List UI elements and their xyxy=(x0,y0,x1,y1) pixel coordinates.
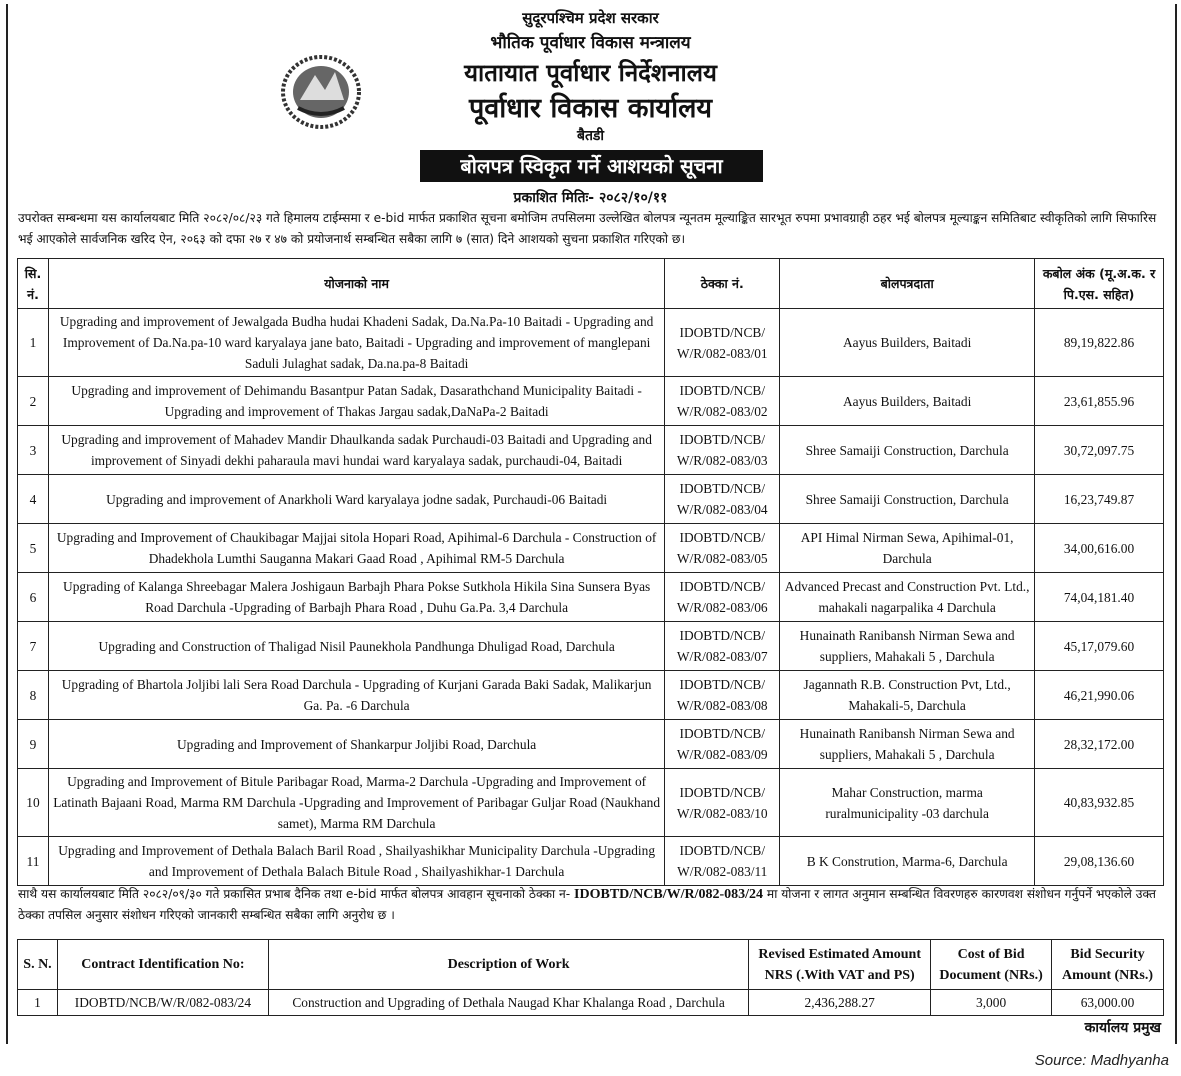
table-row xyxy=(18,573,1164,622)
cell-sn: 10 xyxy=(18,769,49,837)
cell-project-name: Upgrading and improvement of Anarkholi Ward karyalaya jodne sadak, Purchaudi-06 Baitadi xyxy=(48,475,664,524)
cell-sn: 1 xyxy=(18,990,58,1016)
cell-bidder: Advanced Precast and Construction Pvt. Ltd., mahakali nagarpalika 4 Darchula xyxy=(780,573,1035,622)
govt-name: सुदूरपश्चिम प्रदेश सरकार xyxy=(522,9,659,27)
cell-bid-amount: 30,72,097.75 xyxy=(1035,426,1164,475)
cell-contract-no: IDOBTD/NCB/ W/R/082-083/03 xyxy=(665,426,780,475)
cell-bidder: Hunainath Ranibansh Nirman Sewa and suppliers, Mahakali 5 , Darchula xyxy=(780,622,1035,671)
table-header-row xyxy=(18,259,1164,309)
cell-description: Construction and Upgrading of Dethala Naugad Khar Khalanga Road , Darchula xyxy=(268,990,748,1016)
cell-bidder: Shree Samaiji Construction, Darchula xyxy=(780,475,1035,524)
col-sn: सि. नं. xyxy=(18,259,49,309)
cell-sn: 8 xyxy=(18,671,49,720)
cell-contract-no: IDOBTD/NCB/ W/R/082-083/02 xyxy=(665,377,780,426)
publish-date: प्रकाशित मितिः- २०८२/१०/११ xyxy=(513,190,668,206)
cell-contract-no: IDOBTD/NCB/ W/R/082-083/06 xyxy=(665,573,780,622)
col-revised-amount: Revised Estimated Amount NRS (.With VAT and PS) xyxy=(749,940,931,990)
cell-project-name: Upgrading and improvement of Dehimandu Basantpur Patan Sadak, Dasarathchand Municipality Baitadi -Upgrading and improvement of Thakas Jargau sadak,DaNaPa-2 Baitadi xyxy=(48,377,664,426)
cell-sn: 4 xyxy=(18,475,49,524)
amendment-text-start: साथै यस कार्यालयबाट मिति २०८२/०९/३० गते प्रकासित प्रभाब दैनिक तथा e-bid मार्फत बोलपत्र आवहान सूचनाको ठेक्का न- xyxy=(18,887,571,901)
table-row xyxy=(18,309,1164,377)
table-row xyxy=(18,769,1164,837)
source-credit: Source: Madhyanha xyxy=(1034,1052,1169,1069)
office-location: बैतडी xyxy=(576,128,605,144)
office-name: पूर्वाधार विकास कार्यालय xyxy=(468,93,713,124)
cell-bid-amount: 89,19,822.86 xyxy=(1035,309,1164,377)
cell-sn: 3 xyxy=(18,426,49,475)
cell-contract-no: IDOBTD/NCB/ W/R/082-083/09 xyxy=(665,720,780,769)
cell-sn: 9 xyxy=(18,720,49,769)
cell-sn: 6 xyxy=(18,573,49,622)
cell-project-name: Upgrading and improvement of Mahadev Mandir Dhaulkanda sadak Purchaudi-03 Baitadi and Upgrading and improvement of Sinyadi dekhi paharaula mavi hundai ward karyalaya sadak, purchaudi-04, Baitadi xyxy=(48,426,664,475)
cell-bidder: Hunainath Ranibansh Nirman Sewa and suppliers, Mahakali 5 , Darchula xyxy=(780,720,1035,769)
cell-revised-amount: 2,436,288.27 xyxy=(749,990,931,1016)
directorate-name: यातायात पूर्वाधार निर्देशनालय xyxy=(464,59,717,87)
col-bidder: बोलपत्रदाता xyxy=(780,259,1035,309)
cell-sn: 1 xyxy=(18,309,49,377)
amended-contract-table xyxy=(17,939,1164,1016)
cell-project-name: Upgrading and Improvement of Dethala Balach Baril Road , Shailyashikhar Municipality Darchula -Upgrading and Improvement of Dethala Balach Bitule Road , Shailyashikhar-1 Darchula xyxy=(48,837,664,886)
cell-bid-amount: 45,17,079.60 xyxy=(1035,622,1164,671)
col-bid-security: Bid Security Amount (NRs.) xyxy=(1052,940,1164,990)
cell-bidder: Aayus Builders, Baitadi xyxy=(780,309,1035,377)
cell-contract-no: IDOBTD/NCB/ W/R/082-083/11 xyxy=(665,837,780,886)
table-row xyxy=(18,990,1164,1016)
cell-project-name: Upgrading and Improvement of Bitule Paribagar Road, Marma-2 Darchula -Upgrading and Improvement of Latinath Bajaani Road, Marma RM Darchula -Upgrading and Improvement of Paribagar Guljar Road (Naukhand samet), Marma RM Darchula xyxy=(48,769,664,837)
table-row xyxy=(18,720,1164,769)
table-row xyxy=(18,622,1164,671)
col-bid-doc-cost: Cost of Bid Document (NRs.) xyxy=(931,940,1052,990)
cell-bid-amount: 29,08,136.60 xyxy=(1035,837,1164,886)
table-row xyxy=(18,837,1164,886)
notice-title-banner: बोलपत्र स्विकृत गर्ने आशयको सूचना xyxy=(420,150,763,182)
table-row xyxy=(18,377,1164,426)
cell-bid-amount: 16,23,749.87 xyxy=(1035,475,1164,524)
cell-bid-amount: 28,32,172.00 xyxy=(1035,720,1164,769)
cell-contract-no: IDOBTD/NCB/ W/R/082-083/10 xyxy=(665,769,780,837)
cell-bid-security: 63,000.00 xyxy=(1052,990,1164,1016)
cell-bidder: API Himal Nirman Sewa, Apihimal-01, Darchula xyxy=(780,524,1035,573)
cell-bid-amount: 46,21,990.06 xyxy=(1035,671,1164,720)
col-bid-amount: कबोल अंक (मू.अ.क. र पि.एस. सहित) xyxy=(1035,259,1164,309)
table-row xyxy=(18,426,1164,475)
cell-contract-no: IDOBTD/NCB/ W/R/082-083/07 xyxy=(665,622,780,671)
amendment-text-end: मा योजना र लागत अनुमान सम्बन्धित विवरणहरु कारणवश संशोधन गर्नुपर्ने भएकोले उक्त ठेक्का तपसिल अनुसार संशोधन गरिएको जानकारी सम्बन्धित सबैका लागि अनुरोध छ । xyxy=(18,887,1156,922)
signature-title: कार्यालय प्रमुख xyxy=(1084,1020,1161,1036)
amendment-paragraph xyxy=(18,884,1166,926)
cell-project-name: Upgrading and improvement of Jewalgada Budha hudai Khadeni Sadak, Da.Na.Pa-10 Baitadi - Upgrading and Improvement of Da.Na.pa-10 ward karyalaya jane bato, Baitadi - Upgrading and improvement of manglepani Saduli Julaghat sadak, Da.na.pa-8 Baitadi xyxy=(48,309,664,377)
cell-contract-no: IDOBTD/NCB/ W/R/082-083/01 xyxy=(665,309,780,377)
cell-project-name: Upgrading and Construction of Thaligad Nisil Paunekhola Pandhunga Dhuligad Road, Darchula xyxy=(48,622,664,671)
cell-contract-no: IDOBTD/NCB/ W/R/082-083/08 xyxy=(665,671,780,720)
cell-bid-amount: 74,04,181.40 xyxy=(1035,573,1164,622)
col-contract-id: Contract Identification No: xyxy=(57,940,268,990)
table-row xyxy=(18,671,1164,720)
cell-sn: 2 xyxy=(18,377,49,426)
amended-contract-no: IDOBTD/NCB/W/R/082-083/24 xyxy=(574,887,764,902)
intro-paragraph: उपरोक्त सम्बन्धमा यस कार्यालयबाट मिति २०८२/०८/२३ गते हिमालय टाईम्समा र e-bid मार्फत प्रकाशित सूचना बमोजिम तपसिलमा उल्लेखित बोलपत्र न्यूनतम मूल्याङ्कित सारभूत रुपमा प्रभावग्राही ठहर भई बोलपत्र मूल्याङ्कन समितिबाट स्वीकृतिको लागि सिफारिस भई आएकोले सार्वजनिक खरिद ऐन, २०६३ को दफा २७ र ४७ को प्रयोजनार्थ सम्बन्धित सबैका लागि ७ (सात) दिने आशयको सुचना प्रकाशित गरिएको छ। xyxy=(18,211,1157,246)
cell-bid-doc-cost: 3,000 xyxy=(931,990,1052,1016)
cell-project-name: Upgrading of Bhartola Joljibi lali Sera Road Darchula - Upgrading of Kurjani Garada Baki Sadak, Malikarjun Ga. Pa. -6 Darchula xyxy=(48,671,664,720)
cell-sn: 11 xyxy=(18,837,49,886)
cell-bidder: Aayus Builders, Baitadi xyxy=(780,377,1035,426)
cell-contract-id: IDOBTD/NCB/W/R/082-083/24 xyxy=(57,990,268,1016)
cell-project-name: Upgrading of Kalanga Shreebagar Malera Joshigaun Barbajh Phara Pokse Sutkhola Hikila Sina Sunsera Byas Road Darchula -Upgrading of Barbajh Phara Road , Duhu Ga.Pa. 3,4 Darchula xyxy=(48,573,664,622)
col-description: Description of Work xyxy=(268,940,748,990)
col-sn: S. N. xyxy=(18,940,58,990)
cell-bidder: B K Constrution, Marma-6, Darchula xyxy=(780,837,1035,886)
cell-bidder: Jagannath R.B. Construction Pvt, Ltd., Mahakali-5, Darchula xyxy=(780,671,1035,720)
cell-bid-amount: 23,61,855.96 xyxy=(1035,377,1164,426)
cell-bidder: Mahar Construction, marma ruralmunicipality -03 darchula xyxy=(780,769,1035,837)
nepal-emblem-logo xyxy=(280,50,362,130)
ministry-name: भौतिक पूर्वाधार विकास मन्त्रालय xyxy=(490,33,691,53)
table-row xyxy=(18,475,1164,524)
table-header-row xyxy=(18,940,1164,990)
cell-project-name: Upgrading and Improvement of Shankarpur Joljibi Road, Darchula xyxy=(48,720,664,769)
cell-bid-amount: 34,00,616.00 xyxy=(1035,524,1164,573)
cell-sn: 7 xyxy=(18,622,49,671)
cell-bid-amount: 40,83,932.85 xyxy=(1035,769,1164,837)
accepted-bids-table xyxy=(17,258,1164,886)
col-contract-no: ठेक्का नं. xyxy=(665,259,780,309)
cell-bidder: Shree Samaiji Construction, Darchula xyxy=(780,426,1035,475)
col-project-name: योजनाको नाम xyxy=(48,259,664,309)
cell-contract-no: IDOBTD/NCB/ W/R/082-083/04 xyxy=(665,475,780,524)
cell-contract-no: IDOBTD/NCB/ W/R/082-083/05 xyxy=(665,524,780,573)
cell-project-name: Upgrading and Improvement of Chaukibagar Majjai sitola Hopari Road, Apihimal-6 Darchula - Construction of Dhadekhola Lumthi Sauganna Makari Gaad Road , Apihimal RM-5 Darchula xyxy=(48,524,664,573)
cell-sn: 5 xyxy=(18,524,49,573)
table-row xyxy=(18,524,1164,573)
